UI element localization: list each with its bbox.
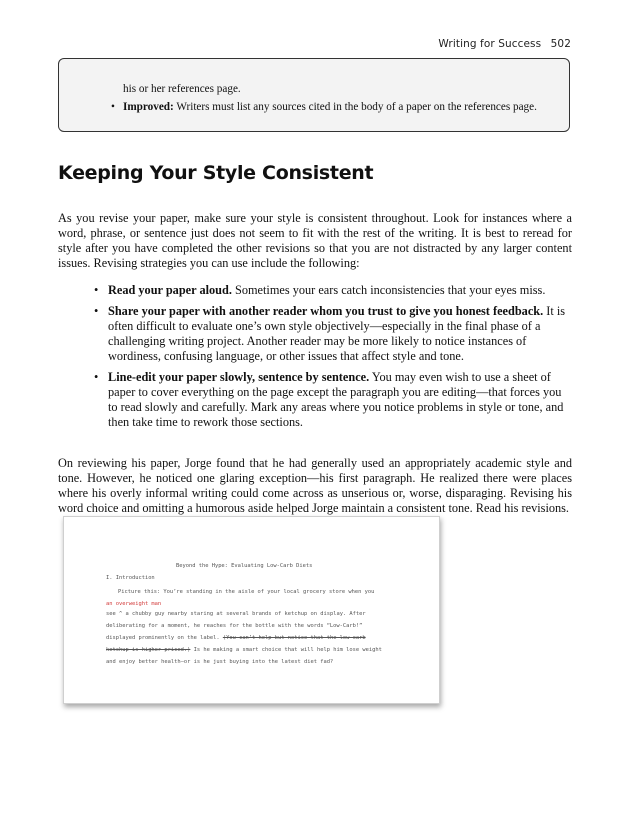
draft-text: displayed prominently on the label. [106, 635, 220, 641]
running-header [438, 38, 571, 50]
draft-section-label: I. Introduction [106, 575, 155, 581]
draft-text: Is he making a smart choice that will help him lose weight [193, 647, 382, 653]
strategy-text: You may even wish to use a sheet of paper to cover everything on the page except the paragraph you are editing—that forces you to read slowly and carefully. Mark any areas where you notice problems in style or tone, and then take time to rework those sections. [108, 370, 564, 429]
page-number: 502 [550, 38, 571, 50]
draft-word: see [106, 611, 116, 617]
closing-paragraph: On reviewing his paper, Jorge found that he had generally used an appropriately academic style and tone. However, he noticed one glaring exception—his first paragraph. He realized there were places where his overly informal writing could come across as unserious or, worse, disparaging. Revising his word choice and omitting a humorous aside helped Jorge maintain a consistent tone. Read his revisions. [58, 456, 572, 515]
callout-bullet [111, 101, 537, 113]
draft-text: a chubby guy nearby staring at several brands of ketchup on display. After [125, 611, 366, 617]
strategy-label: Read your paper aloud. [108, 283, 232, 297]
intro-paragraph: As you revise your paper, make sure your style is consistent throughout. Look for instances where a word, phrase, or sentence just does not seem to fit with the rest of the writing. It is best to reread for style after you have completed the other revisions so that you are not distracted by any larger content issues. Revising strategies you can use include the following: [58, 211, 572, 270]
draft-line [106, 635, 366, 641]
example-callout-box [58, 58, 570, 132]
strategy-text: It is often difficult to evaluate one’s own style objectively—especially in the final phase of a challenging writing project. Another reader may be more likely to notice instances of wordiness, confusing language, or other issues that affect style and tone. [108, 304, 566, 363]
draft-struck-text: ketchup is higher priced.) [106, 647, 191, 653]
draft-title: Beyond the Hype: Evaluating Low-Carb Diets [176, 563, 313, 569]
callout-continuation-text: his or her references page. [123, 83, 241, 95]
strategy-label: Line-edit your paper slowly, sentence by sentence. [108, 370, 370, 384]
callout-bullet-text: Writers must list any sources cited in the body of a paper on the references page. [176, 101, 537, 113]
strategy-label: Share your paper with another reader whom you trust to give you honest feedback. [108, 304, 544, 318]
strategy-item [94, 370, 572, 430]
section-heading: Keeping Your Style Consistent [58, 162, 374, 184]
strategy-text: Sometimes your ears catch inconsistencies that your eyes miss. [234, 283, 546, 297]
draft-line: deliberating for a moment, he reaches for the bottle with the words “Low-Carb!” [106, 623, 363, 629]
draft-line: and enjoy better health—or is he just buying into the latest diet fad? [106, 659, 334, 665]
draft-struck-text: (You can’t help but notice that the low-carb [222, 635, 366, 641]
strategy-item [94, 283, 572, 298]
strategies-list [94, 283, 572, 430]
draft-line: Picture this: You’re standing in the aisle of your local grocery store when you [118, 589, 375, 595]
revised-draft-figure [63, 516, 440, 704]
strategy-item [94, 304, 572, 364]
draft-insertion: an overweight man [106, 601, 162, 607]
book-title: Writing for Success [438, 38, 542, 50]
bullet-dot-icon: • [111, 101, 115, 113]
draft-line [106, 647, 382, 653]
draft-line: see ^ a chubby guy nearby staring at several brands of ketchup on display. After [106, 611, 366, 617]
callout-bullet-label: Improved: [123, 101, 174, 113]
